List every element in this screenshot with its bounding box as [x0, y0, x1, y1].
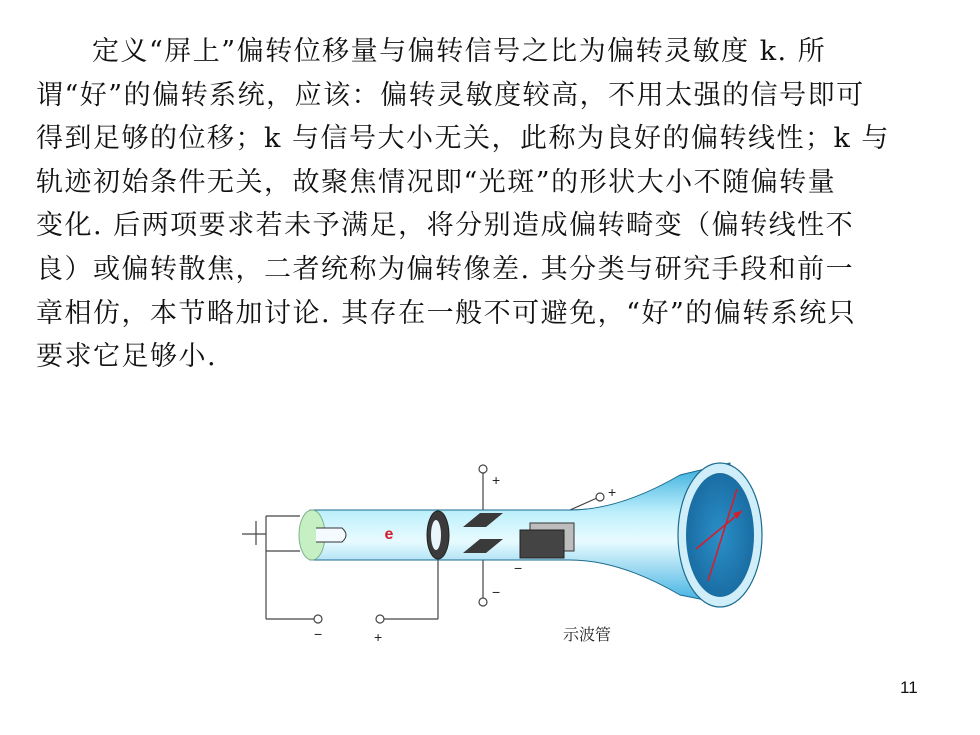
horizontal-deflection-plate-front	[520, 530, 564, 558]
plus-label: +	[374, 629, 383, 645]
plus-label: +	[608, 484, 617, 500]
oscilloscope-tube-diagram	[230, 455, 790, 655]
diagram-caption: 示波管	[563, 625, 612, 644]
minus-label: −	[514, 560, 523, 576]
electron-symbol: e	[384, 526, 394, 543]
paragraph-line: 得到足够的位移；k 与信号大小无关，此称为良好的偏转线性；k 与	[36, 123, 890, 155]
page-number: 11	[900, 678, 918, 697]
screen	[686, 473, 754, 597]
minus-label: −	[492, 584, 501, 600]
paragraph-line: 谓“好”的偏转系统，应该：偏转灵敏度较高，不用太强的信号即可	[36, 79, 865, 111]
paragraph-line: 定义“屏上”偏转位移量与偏转信号之比为偏转灵敏度 k. 所	[92, 36, 827, 67]
paragraph-line: 轨迹初始条件无关，故聚焦情况即“光斑”的形状大小不随偏转量	[36, 166, 837, 198]
paragraph-line: 变化. 后两项要求若未予满足，将分别造成偏转畸变（偏转线性不	[36, 210, 855, 242]
body-paragraph	[36, 30, 916, 379]
paragraph-line: 良）或偏转散焦，二者统称为偏转像差. 其分类与研究手段和前一	[36, 253, 855, 285]
paragraph-line: 章相仿，本节略加讨论. 其存在一般不可避免，“好”的偏转系统只	[36, 297, 857, 329]
paragraph-line: 要求它足够小.	[36, 341, 218, 373]
minus-label: −	[314, 626, 323, 642]
filament	[316, 528, 346, 542]
anode-hole	[431, 520, 441, 550]
plus-label: +	[492, 472, 501, 488]
